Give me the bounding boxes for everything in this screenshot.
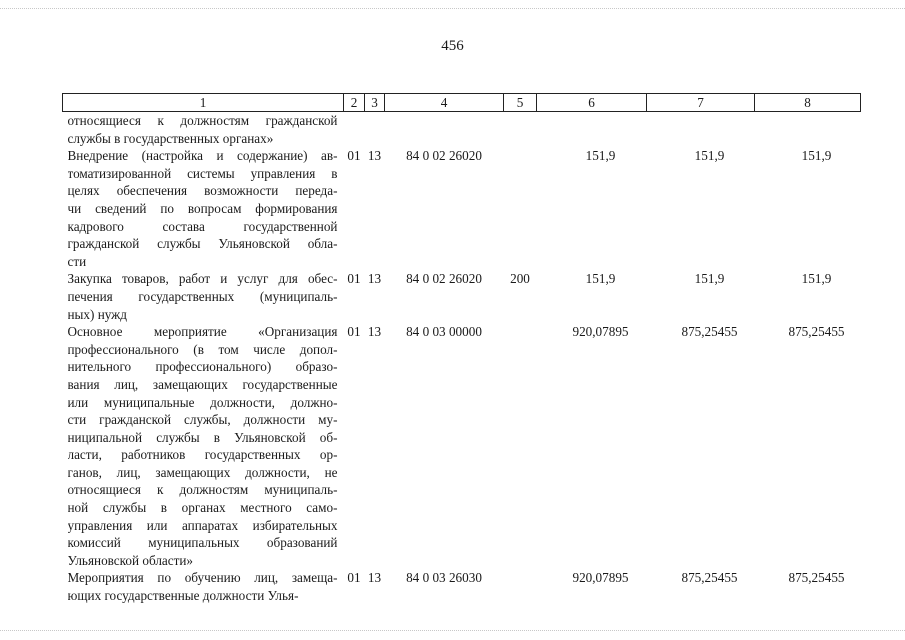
table-body bbox=[63, 112, 861, 605]
target-article-code: 84 0 03 26030 bbox=[406, 570, 482, 586]
row-description bbox=[63, 323, 344, 569]
description-line: томатизированной системы управления в bbox=[67, 165, 338, 181]
description-line: Основное мероприятие «Организация bbox=[67, 324, 338, 340]
description-line: ных) нужд bbox=[67, 306, 127, 322]
amount-year-3: 151,9 bbox=[801, 271, 832, 287]
description-line: кадрового состава государственной bbox=[67, 218, 338, 234]
description-line: службы в государственных органах» bbox=[67, 130, 274, 146]
subsection-code bbox=[365, 112, 385, 148]
subsection-code: 13 bbox=[367, 324, 382, 340]
amount-year-2: 875,25455 bbox=[681, 570, 738, 586]
table-row bbox=[63, 323, 861, 569]
top-scan-margin bbox=[0, 8, 905, 11]
column-header: 1 bbox=[63, 94, 344, 112]
amount-year-3: 875,25455 bbox=[788, 324, 845, 340]
column-header: 2 bbox=[344, 94, 365, 112]
section-code: 01 bbox=[347, 148, 361, 164]
section-code: 01 bbox=[347, 324, 361, 340]
table-row bbox=[63, 147, 861, 270]
description-line: ласти, работников государственных ор- bbox=[67, 447, 338, 463]
target-article-code: 84 0 02 26020 bbox=[406, 148, 482, 164]
description-line: Закупка товаров, работ и услуг для обес- bbox=[67, 271, 338, 287]
column-header: 5 bbox=[504, 94, 537, 112]
amount-year-2: 151,9 bbox=[694, 148, 725, 164]
row-description bbox=[63, 112, 344, 148]
column-number-row bbox=[63, 94, 861, 112]
amount-year-2 bbox=[647, 112, 755, 148]
page-number: 456 bbox=[441, 38, 464, 54]
amount-year-2: 875,25455 bbox=[681, 324, 738, 340]
amount-year-1: 920,07895 bbox=[572, 570, 629, 586]
target-article-code bbox=[385, 112, 504, 148]
description-line: комиссий муниципальных образований bbox=[67, 535, 338, 551]
section-code bbox=[344, 112, 365, 148]
bottom-scan-margin bbox=[0, 630, 905, 633]
target-article-code: 84 0 03 00000 bbox=[406, 324, 482, 340]
description-line: Ульяновской области» bbox=[67, 552, 194, 568]
column-header: 6 bbox=[537, 94, 647, 112]
table-row bbox=[63, 112, 861, 148]
description-line: чи сведений по вопросам формирования bbox=[67, 200, 338, 216]
amount-year-1: 151,9 bbox=[585, 148, 616, 164]
section-code: 01 bbox=[347, 570, 361, 586]
subsection-code: 13 bbox=[367, 271, 382, 287]
description-line: Внедрение (настройка и содержание) ав- bbox=[67, 148, 338, 164]
row-description bbox=[63, 147, 344, 270]
amount-year-1: 920,07895 bbox=[572, 324, 629, 340]
expense-type-code bbox=[504, 323, 537, 569]
amount-year-3: 151,9 bbox=[801, 148, 832, 164]
description-line: печения государственных (муниципаль- bbox=[67, 288, 338, 304]
column-header: 7 bbox=[647, 94, 755, 112]
amount-year-1 bbox=[537, 112, 647, 148]
row-description bbox=[63, 270, 344, 323]
expense-type-code bbox=[504, 112, 537, 148]
description-line: сти гражданской службы, должности му- bbox=[67, 412, 338, 428]
amount-year-1: 151,9 bbox=[585, 271, 616, 287]
table-row bbox=[63, 569, 861, 604]
column-header: 3 bbox=[365, 94, 385, 112]
description-line: целях обеспечения возможности переда- bbox=[67, 183, 338, 199]
expense-type-code: 200 bbox=[510, 271, 530, 287]
table-row bbox=[63, 270, 861, 323]
description-line: сти bbox=[67, 253, 87, 269]
description-line: вания лиц, замещающих государственные bbox=[67, 376, 338, 392]
budget-table bbox=[62, 93, 861, 605]
description-line: ганов, лиц, замещающих должности, не bbox=[67, 464, 338, 480]
description-line: гражданской службы Ульяновской обла- bbox=[67, 236, 338, 252]
amount-year-3: 875,25455 bbox=[788, 570, 845, 586]
description-line: ной службы в органах местного само- bbox=[67, 500, 338, 516]
description-line: Мероприятия по обучению лиц, замеща- bbox=[67, 570, 338, 586]
description-line: управления или аппаратах избирательных bbox=[67, 517, 338, 533]
description-line: относящиеся к должностям муниципаль- bbox=[67, 482, 338, 498]
column-header: 8 bbox=[755, 94, 861, 112]
section-code: 01 bbox=[347, 271, 361, 287]
description-line: профессионального (в том числе допол- bbox=[67, 341, 338, 357]
description-line: ниципальной службы в Ульяновской об- bbox=[67, 429, 338, 445]
description-line: или муниципальные должности, должно- bbox=[67, 394, 338, 410]
column-header: 4 bbox=[385, 94, 504, 112]
amount-year-2: 151,9 bbox=[694, 271, 725, 287]
row-description bbox=[63, 569, 344, 604]
subsection-code: 13 bbox=[367, 148, 382, 164]
amount-year-3 bbox=[755, 112, 861, 148]
description-line: относящиеся к должностям гражданской bbox=[67, 113, 338, 128]
expense-type-code bbox=[504, 147, 537, 270]
description-line: ющих государственные должности Улья- bbox=[67, 588, 299, 604]
target-article-code: 84 0 02 26020 bbox=[406, 271, 482, 287]
description-line: нительного профессионального) образо- bbox=[67, 359, 338, 375]
subsection-code: 13 bbox=[367, 570, 382, 586]
expense-type-code bbox=[504, 569, 537, 604]
